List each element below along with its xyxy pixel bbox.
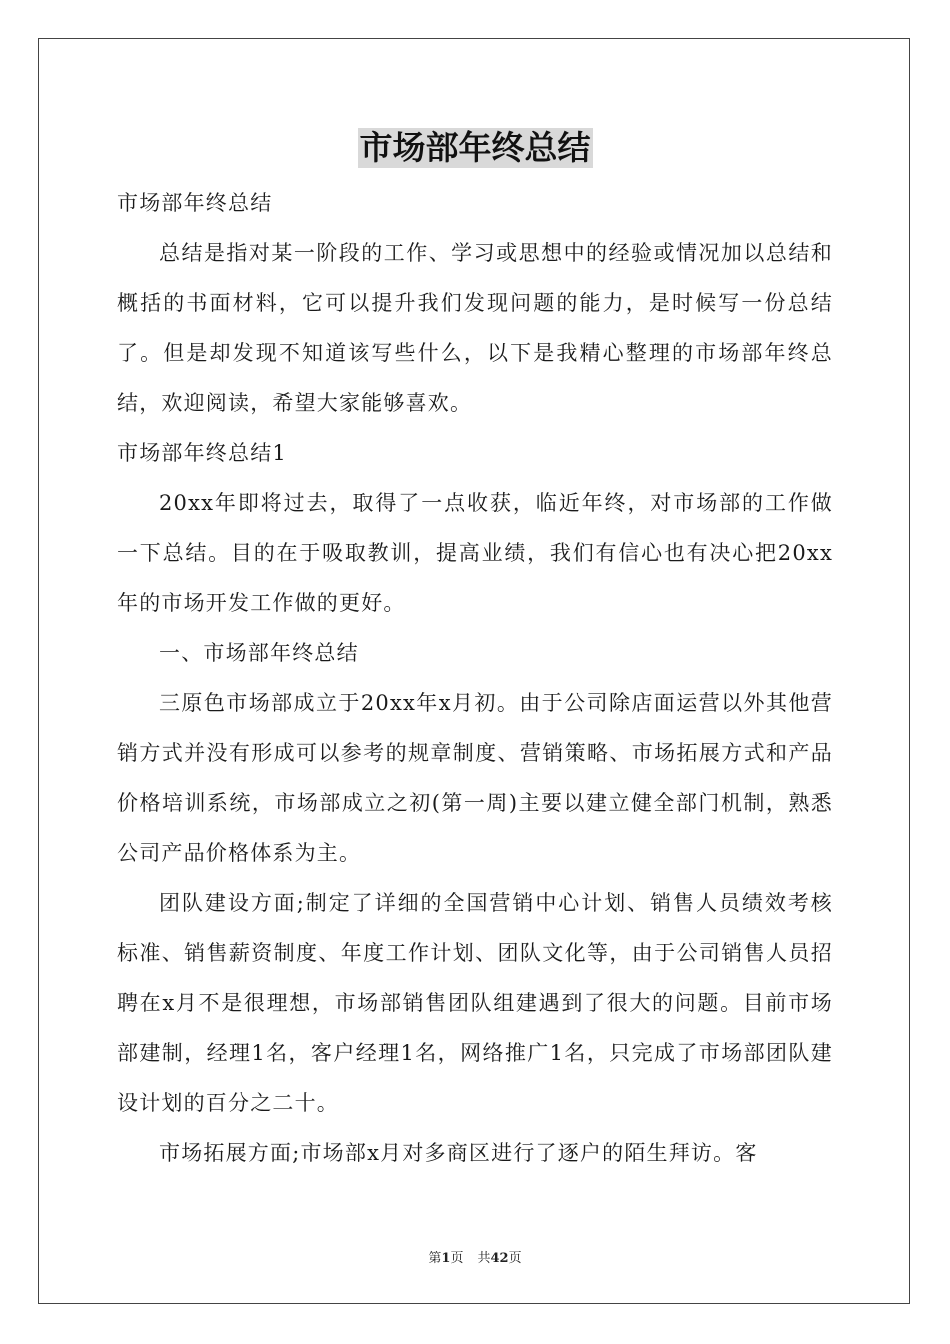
page-title	[0, 128, 950, 168]
body-paragraph: 团队建设方面;制定了详细的全国营销中心计划、销售人员绩效考核标准、销售薪资制度、年度工作计划、团队文化等，由于公司销售人员招聘在x月不是很理想，市场部销售团队组建遇到了很大的问题。目前市场部建制，经理1名，客户经理1名，网络推广1名，只完成了市场部团队建设计划的百分之二十。	[117, 891, 833, 1115]
body-paragraph: 市场拓展方面;市场部x月对多商区进行了逐户的陌生拜访。客	[159, 1141, 758, 1165]
page-title-text: 市场部年终总结	[359, 128, 591, 167]
section-heading: 市场部年终总结	[117, 191, 273, 215]
footer-total-prefix: 共	[477, 1251, 491, 1266]
section-heading: 市场部年终总结1	[117, 441, 287, 465]
page-footer	[0, 1247, 950, 1266]
footer-page-suffix: 页	[450, 1251, 464, 1266]
footer-total-pages: 42	[490, 1251, 509, 1266]
footer-total-suffix: 页	[508, 1251, 522, 1266]
document-body	[117, 178, 833, 1178]
body-paragraph: 三原色市场部成立于20xx年x月初。由于公司除店面运营以外其他营销方式并没有形成可以参考的规章制度、营销策略、市场拓展方式和产品价格培训系统，市场部成立之初(第一周)主要以建立健全部门机制，熟悉公司产品价格体系为主。	[117, 691, 833, 865]
body-paragraph: 20xx年即将过去，取得了一点收获，临近年终，对市场部的工作做一下总结。目的在于吸取教训，提高业绩，我们有信心也有决心把20xx年的市场开发工作做的更好。	[117, 491, 833, 615]
intro-paragraph: 总结是指对某一阶段的工作、学习或思想中的经验或情况加以总结和概括的书面材料，它可以提升我们发现问题的能力，是时候写一份总结了。但是却发现不知道该写些什么，以下是我精心整理的市场部年终总结，欢迎阅读，希望大家能够喜欢。	[117, 241, 833, 415]
footer-page-number: 1	[441, 1251, 451, 1266]
footer-page-prefix: 第	[428, 1251, 442, 1266]
subsection-heading: 一、市场部年终总结	[159, 641, 359, 665]
